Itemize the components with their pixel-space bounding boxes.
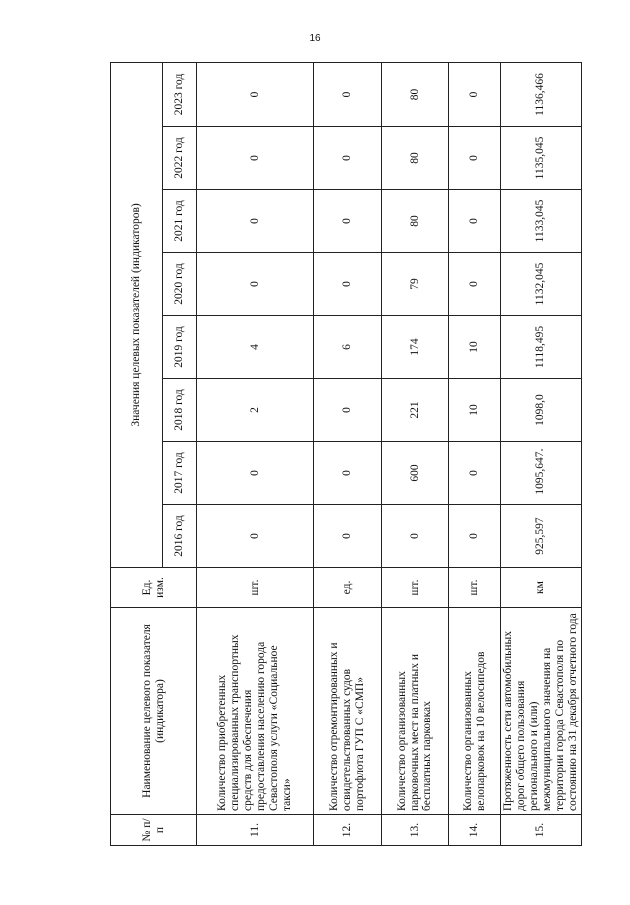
row-value: 0 — [314, 62, 382, 126]
row-value: 10 — [449, 379, 501, 442]
header-year-2016: 2016 год — [163, 505, 197, 568]
row-unit: шт. — [382, 568, 449, 608]
row-name: Количество отремонтированных и освидетельствованных судов портофлота ГУП С «СМП» — [314, 608, 382, 815]
row-value: 174 — [382, 316, 449, 379]
row-value: 2 — [197, 379, 314, 442]
table-row — [382, 62, 449, 845]
header-year-2018: 2018 год — [163, 379, 197, 442]
row-value: 1098,0 — [501, 379, 582, 442]
rotated-table-container — [110, 63, 580, 846]
page-number: 16 — [309, 33, 321, 44]
header-unit: Ед. изм. — [111, 568, 197, 608]
row-name: Количество приобретенных специализированных транспортных средств для обеспечения предоставления населению города Севастополя услуги «Социальное такси» — [197, 608, 314, 815]
row-num: 12. — [314, 815, 382, 846]
row-value: 1133,045 — [501, 190, 582, 253]
row-value: 1135,045 — [501, 127, 582, 190]
row-value: 80 — [382, 62, 449, 126]
row-value: 0 — [449, 253, 501, 316]
row-num: 11. — [197, 815, 314, 846]
header-year-2021: 2021 год — [163, 190, 197, 253]
row-value: 0 — [314, 379, 382, 442]
row-unit: шт. — [449, 568, 501, 608]
table-row — [449, 62, 501, 845]
row-value: 0 — [449, 442, 501, 505]
header-year-2022: 2022 год — [163, 127, 197, 190]
row-value: 10 — [449, 316, 501, 379]
table-row — [197, 62, 314, 845]
row-value: 600 — [382, 442, 449, 505]
row-value: 79 — [382, 253, 449, 316]
row-value: 0 — [314, 442, 382, 505]
row-value: 0 — [314, 505, 382, 568]
indicator-table — [110, 62, 582, 846]
row-value: 0 — [314, 253, 382, 316]
header-year-2019: 2019 год — [163, 316, 197, 379]
row-num: 13. — [382, 815, 449, 846]
row-value: 925,597 — [501, 505, 582, 568]
row-value: 80 — [382, 190, 449, 253]
row-value: 0 — [197, 253, 314, 316]
row-name: Количество организованных велопарковок на 10 велосипедов — [449, 608, 501, 815]
row-value: 0 — [449, 190, 501, 253]
row-value: 221 — [382, 379, 449, 442]
row-value: 0 — [449, 505, 501, 568]
row-value: 0 — [197, 442, 314, 505]
row-value: 0 — [449, 62, 501, 126]
row-value: 1095,647 — [501, 442, 582, 505]
header-year-2023: 2023 год — [163, 62, 197, 126]
row-value: 80 — [382, 127, 449, 190]
row-value: 0 — [197, 127, 314, 190]
row-value: 0 — [197, 62, 314, 126]
row-value: 1136,466 — [501, 62, 582, 126]
row-unit: км — [501, 568, 582, 608]
header-year-2020: 2020 год — [163, 253, 197, 316]
table-row — [314, 62, 382, 845]
row-value: 0 — [314, 190, 382, 253]
header-year-2017: 2017 год — [163, 442, 197, 505]
row-value: 1118,495 — [501, 316, 582, 379]
row-unit: ед. — [314, 568, 382, 608]
row-value: 1132,045 — [501, 253, 582, 316]
row-num: 15. — [501, 815, 582, 846]
table-row — [501, 62, 582, 845]
header-group: Значения целевых показателей (индикаторов) — [111, 62, 163, 567]
row-name: Количество организованных парковочных мест на платных и бесплатных парковках — [382, 608, 449, 815]
row-value: 0 — [197, 190, 314, 253]
row-name: Протяженность сети автомобильных дорог общего пользования регионального и (или) межмуниципального значения на территории города Севастополя по состоянию на 31 декабря отчетного года — [501, 608, 582, 815]
header-num: № п/п — [111, 815, 197, 846]
row-value: 0 — [314, 127, 382, 190]
row-value: 0 — [197, 505, 314, 568]
row-value: 6 — [314, 316, 382, 379]
header-name: Наименование целевого показателя (индикатора) — [111, 608, 197, 815]
row-value: 0 — [449, 127, 501, 190]
row-value: 4 — [197, 316, 314, 379]
row-num: 14. — [449, 815, 501, 846]
row-value: 0 — [382, 505, 449, 568]
row-unit: шт. — [197, 568, 314, 608]
